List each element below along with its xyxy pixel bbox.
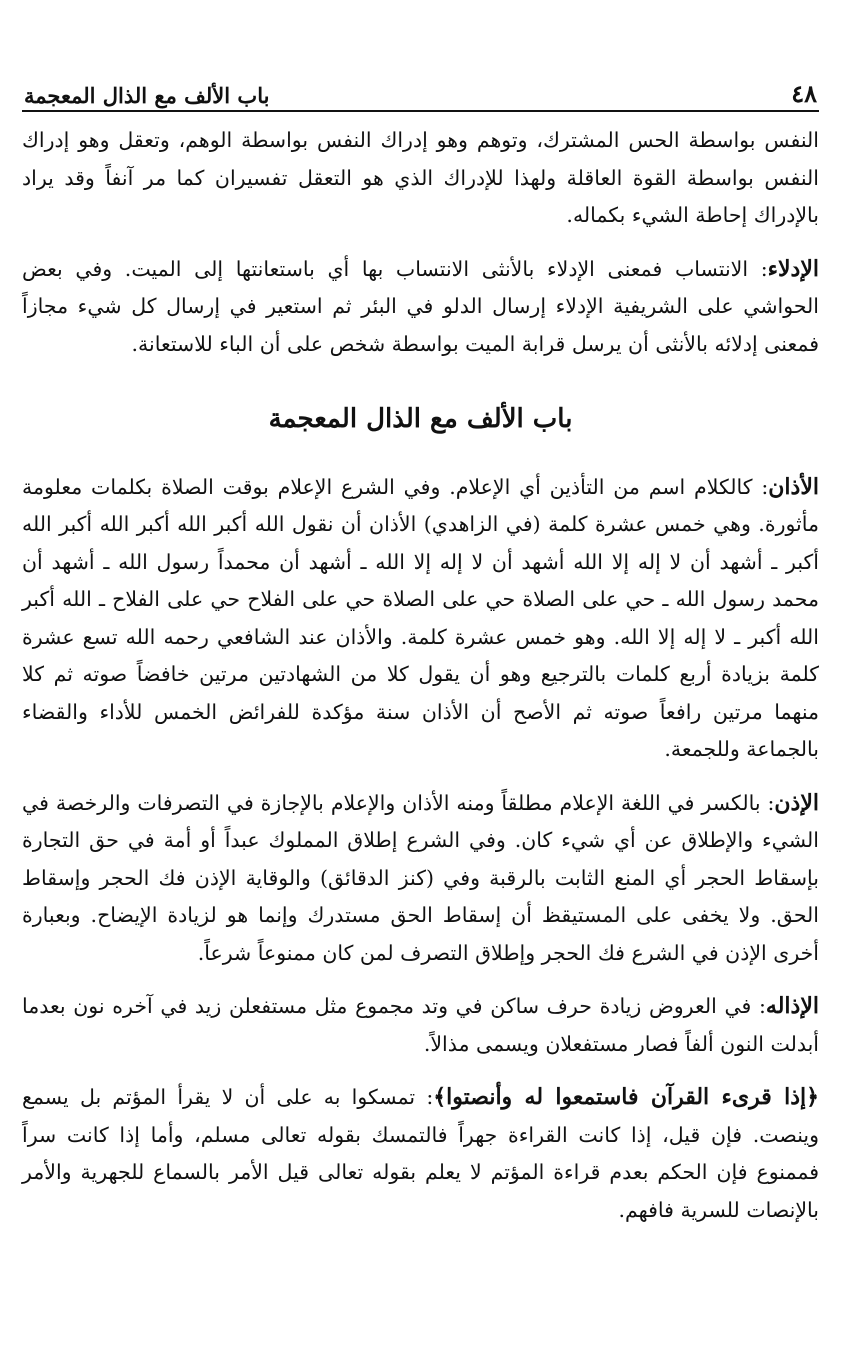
- entry-text: : بالكسر في اللغة الإعلام مطلقاً ومنه الأذان والإعلام بالإجازة في التصرفات والرخصة في الشيء والإطلاق عن أي شيء كان. وفي الشرع إطلاق المملوك عبداً أو أمة في حق التجارة بإسقاط الحجر أي المنع الثابت بالرقبة وفي (كنز الدقائق) والوقاية الإذن فك الحجر وإسقاط الحق. ولا يخفى على المستيقظ أن إسقاط الحق مستدرك وإنما هو لزيادة الإيضاح. وبعبارة أخرى الإذن في الشرع فك الحجر وإطلاق التصرف لمن كان ممنوعاً شرعاً.: [22, 790, 819, 965]
- entry-text: : كالكلام اسم من التأذين أي الإعلام. وفي الشرع الإعلام بوقت الصلاة بكلمات معلومة مأثورة. وهي خمس عشرة كلمة (في الزاهدي) الأذان أن نقول الله أكبر الله أكبر الله أكبر الله أكبر ـ أشهد أن لا إله إلا الله أشهد أن لا إله إلا الله ـ أشهد أن محمداً رسول الله ـ أشهد أن محمد رسول الله ـ حي على الصلاة حي على الصلاة حي على الفلاح حي على الفلاح ـ الله أكبر الله أكبر ـ لا إله إلا الله. وهو خمس عشرة كلمة. والأذان عند الشافعي رحمه الله تسع عشرة كلمة بزيادة أربع كلمات بالترجيع وهو أن يقول كلا من الشهادتين مرتين خافضاً صوته ثم كلا منهما مرتين رافعاً صوته ثم الأصح أن الأذان سنة مؤكدة للفرائض الخمس للأداء والقضاء بالجماعة وللجمعة.: [22, 474, 819, 761]
- section-title: باب الألف مع الذال المعجمة: [268, 404, 573, 434]
- paragraph-continuation: [22, 122, 819, 235]
- entry-text: : تمسكوا به على أن لا يقرأ المؤتم بل يسمع وينصت. فإن قيل، إذا كانت القراءة جهراً فالتمسك بقوله تعالى مسلم، وأما إذا كانت سراً فممنوع فإن الحكم بعدم قراءة المؤتم لا يعلم بقوله تعالى قيل الأمر بالسماع للجهرية والأمر بالإنصات للسرية فافهم.: [22, 1085, 819, 1222]
- page-number: ٤٨: [791, 79, 817, 108]
- entry-text: : الانتساب فمعنى الإدلاء بالأنثى الانتساب بها أي باستعانتها إلى الميت. وفي بعض الحواشي على الشريفية الإدلاء إرسال الدلو في البئر ثم استعير في إرسال كل شيء مجازاً فمعنى إدلائه بالأنثى أن يرسل قرابة الميت بواسطة شخص على أن الباء للاستعانة.: [22, 256, 819, 356]
- entry-quran-verse: [22, 1079, 819, 1229]
- entry-term: ﴿إذا قرىء القرآن فاستمعوا له وأنصتوا﴾: [433, 1084, 819, 1110]
- entry-term: الإدلاء: [767, 255, 819, 282]
- running-title: باب الألف مع الذال المعجمة: [24, 83, 270, 108]
- entry-term: الإذن: [774, 789, 819, 816]
- entry-term: الأذان: [768, 473, 819, 500]
- entry-idhala: [22, 988, 819, 1063]
- entry-idlaa: [22, 251, 819, 364]
- page-header: [22, 70, 819, 112]
- entry-term: الإذاله: [765, 993, 819, 1019]
- paragraph-text: النفس بواسطة الحس المشترك، وتوهم وهو إدراك النفس بواسطة الوهم، وتعقل وهو إدراك النفس بواسطة القوة العاقلة ولهذا للإدراك الذي هو التعقل تفسيران كما مر آنفاً وقد يراد بالإدراك إحاطة الشيء بكماله.: [22, 128, 819, 227]
- entry-adhan: [22, 469, 819, 769]
- page-content: [22, 122, 819, 1229]
- entry-idhn: [22, 785, 819, 973]
- entry-text: : في العروض زيادة حرف ساكن في وتد مجموع مثل مستفعلن زيد في آخره نون بعدما أبدلت النون ألفاً فصار مستفعلان ويسمى مذالاً.: [22, 994, 819, 1056]
